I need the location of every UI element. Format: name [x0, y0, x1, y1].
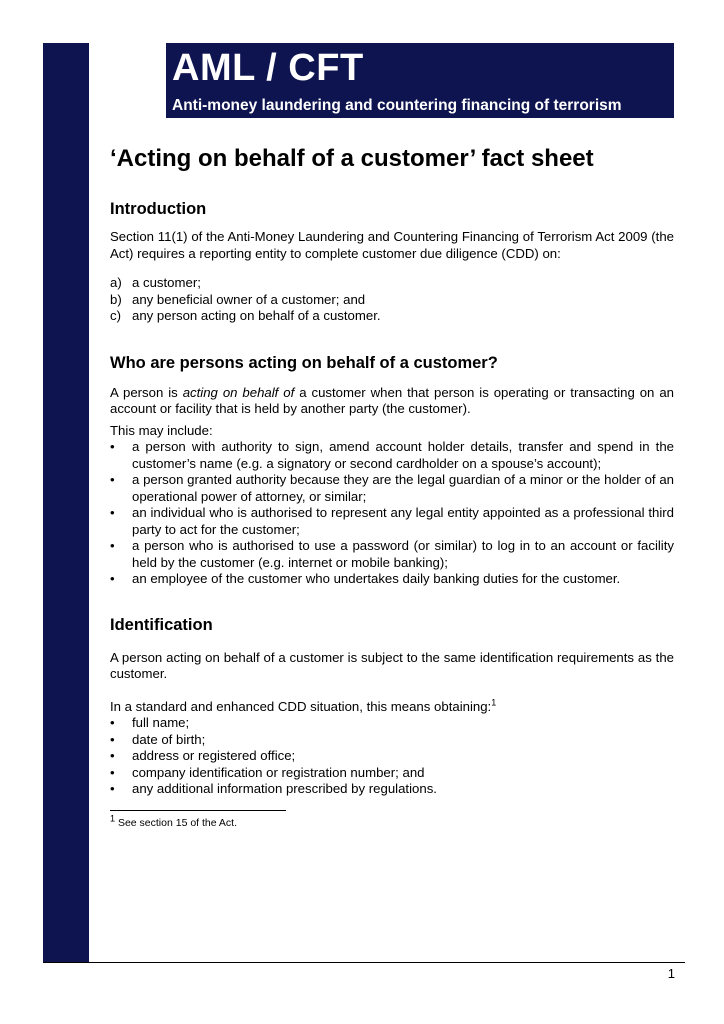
who-heading: Who are persons acting on behalf of a customer? [110, 353, 498, 372]
bullet-icon: • [110, 715, 115, 730]
list-item-text: any additional information prescribed by regulations. [132, 781, 437, 796]
list-item-text: date of birth; [132, 731, 206, 747]
introduction-paragraph: Section 11(1) of the Anti-Money Laundering and Countering Financing of Terrorism Act 2009 (the Act) requires a reporting entity to complete customer due diligence (CDD) on: [110, 229, 674, 261]
list-item-text: company identification or registration number; and [132, 764, 425, 780]
bullet-icon: • [110, 505, 115, 520]
list-item [110, 781, 674, 798]
list-item-text: a person granted authority because they are the legal guardian of a minor or the holder of an operational power of attorney, or similar; [132, 472, 674, 504]
who-paragraph [110, 385, 674, 418]
bullet-icon: • [110, 439, 115, 454]
who-lead: This may include: [110, 422, 213, 438]
list-item-text: full name; [132, 715, 190, 730]
list-item-text: any person acting on behalf of a customer. [132, 308, 381, 323]
who-paragraph-prefix: A person is [110, 384, 183, 400]
list-item [110, 571, 674, 588]
list-item [110, 439, 674, 472]
bullet-icon: • [110, 764, 115, 780]
list-item-text: a person who is authorised to use a password (or similar) to log in to an account or facility held by the customer (e.g. internet or mobile banking); [132, 538, 674, 570]
list-item [110, 472, 674, 505]
identification-bullet-list [110, 715, 674, 798]
footnote-number: 1 [110, 813, 116, 823]
who-paragraph-suffix: a customer when that person is operating or transacting on an account or facility that is held by another party (the customer). [110, 384, 674, 416]
bullet-icon: • [110, 781, 115, 796]
identification-lead-text: In a standard and enhanced CDD situation, this means obtaining: [110, 698, 492, 714]
footnote [110, 813, 674, 830]
list-item [110, 715, 674, 732]
footnote-separator [110, 810, 286, 811]
list-marker: b) [110, 291, 122, 307]
list-item [110, 538, 674, 571]
list-item-text: an employee of the customer who undertakes daily banking duties for the customer. [132, 571, 621, 586]
list-item-text: a person with authority to sign, amend account holder details, transfer and spend in the customer’s name (e.g. a signatory or second cardholder on a spouse’s account); [132, 439, 674, 471]
list-item [110, 505, 674, 538]
page-number: 1 [667, 966, 675, 981]
list-item [110, 308, 674, 325]
bullet-icon: • [110, 731, 115, 747]
header-title: AML / CFT [172, 47, 364, 89]
identification-lead [110, 699, 674, 716]
introduction-heading: Introduction [110, 200, 207, 218]
header-banner [166, 43, 674, 118]
list-item [110, 292, 674, 309]
document-title: ‘Acting on behalf of a customer’ fact sheet [110, 145, 594, 172]
identification-heading: Identification [110, 615, 213, 634]
list-item-text: an individual who is authorised to represent any legal entity appointed as a professional third party to act for the customer; [132, 505, 674, 537]
footnote-text: See section 15 of the Act. [117, 816, 238, 829]
introduction-list [110, 275, 674, 325]
list-item [110, 748, 674, 765]
bullet-icon: • [110, 538, 115, 553]
identification-paragraph: A person acting on behalf of a customer is subject to the same identification requirements as the customer. [110, 649, 674, 681]
bullet-icon: • [110, 472, 115, 487]
list-item-text: address or registered office; [132, 748, 296, 763]
bullet-icon: • [110, 748, 115, 763]
list-item-text: any beneficial owner of a customer; and [132, 291, 366, 307]
list-item-text: a customer; [132, 275, 201, 290]
list-item [110, 765, 674, 782]
footer-rule [43, 962, 685, 963]
list-item [110, 732, 674, 749]
who-bullet-list [110, 439, 674, 588]
list-item [110, 275, 674, 292]
header-subtitle: Anti-money laundering and countering financing of terrorism [172, 97, 622, 114]
bullet-icon: • [110, 571, 115, 586]
list-marker: a) [110, 275, 122, 290]
list-marker: c) [110, 308, 121, 323]
footnote-reference: 1 [491, 697, 497, 708]
sidebar-bar [43, 43, 89, 963]
document-body [110, 140, 674, 830]
who-paragraph-emphasis: acting on behalf of [182, 384, 295, 400]
